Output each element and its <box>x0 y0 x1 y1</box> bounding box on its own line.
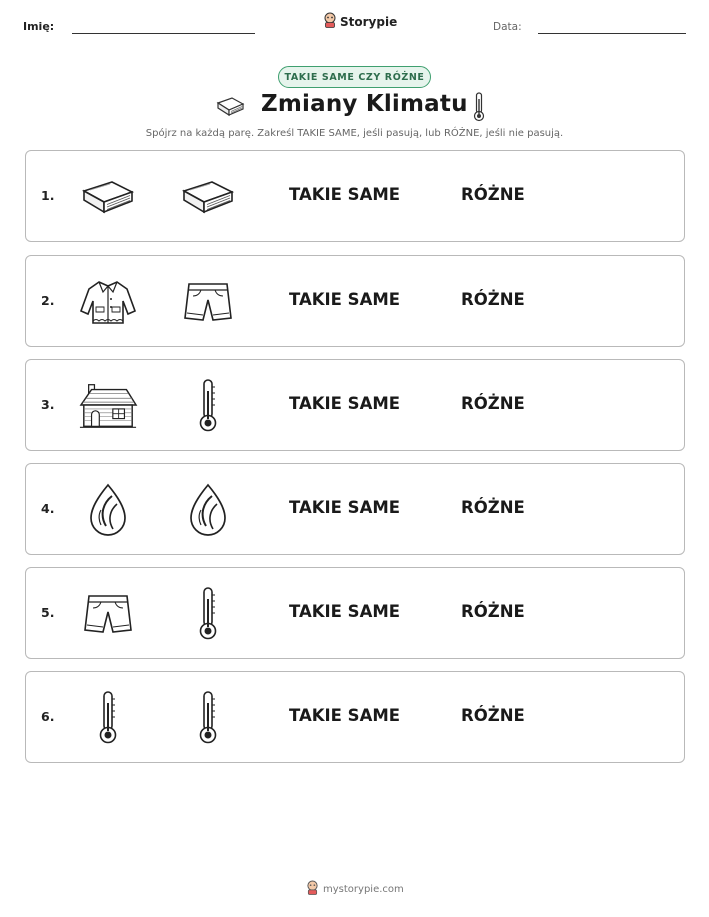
different-option[interactable]: RÓŻNE <box>461 185 525 204</box>
same-option[interactable]: TAKIE SAME <box>289 290 401 309</box>
question-number: 6. <box>41 709 55 724</box>
name-label: Imię: <box>23 20 55 33</box>
question-row <box>25 463 685 555</box>
question-number: 5. <box>41 605 55 620</box>
different-option[interactable]: RÓŻNE <box>461 290 525 309</box>
question-number: 1. <box>41 188 55 203</box>
raindrop-icon <box>178 484 238 536</box>
book-icon <box>78 171 138 223</box>
different-option[interactable]: RÓŻNE <box>461 602 525 621</box>
worksheet-title: Zmiany Klimatu <box>261 91 468 117</box>
shorts-icon <box>178 276 238 328</box>
same-option[interactable]: TAKIE SAME <box>289 394 401 413</box>
different-option[interactable]: RÓŻNE <box>461 498 525 517</box>
question-number: 4. <box>41 501 55 516</box>
question-number: 2. <box>41 293 55 308</box>
same-option[interactable]: TAKIE SAME <box>289 602 401 621</box>
different-option[interactable]: RÓŻNE <box>461 706 525 725</box>
question-row <box>25 150 685 242</box>
house-icon <box>78 380 138 432</box>
date-field-line[interactable] <box>538 33 686 34</box>
brand-name: Storypie <box>340 15 398 29</box>
footer-url: mystorypie.com <box>323 884 404 895</box>
brand-logo <box>323 12 397 32</box>
thermometer-icon <box>78 692 138 744</box>
same-option[interactable]: TAKIE SAME <box>289 706 401 725</box>
instructions-text: Spójrz na każdą parę. Zakreśl TAKIE SAME, jeśli pasują, lub RÓŻNE, jeśli nie pasują. <box>145 128 564 139</box>
storypie-mascot-icon <box>306 880 319 899</box>
question-row <box>25 567 685 659</box>
different-option[interactable]: RÓŻNE <box>461 394 525 413</box>
activity-type-badge: TAKIE SAME CZY RÓŻNE <box>278 66 431 88</box>
shorts-icon <box>78 588 138 640</box>
same-option[interactable]: TAKIE SAME <box>289 498 401 517</box>
thermometer-icon <box>178 588 238 640</box>
footer <box>306 880 404 899</box>
question-row <box>25 255 685 347</box>
storypie-mascot-icon <box>323 12 337 32</box>
question-number: 3. <box>41 397 55 412</box>
name-field-line[interactable] <box>72 33 255 34</box>
raindrop-icon <box>78 484 138 536</box>
coat-icon <box>78 276 138 328</box>
question-row <box>25 359 685 451</box>
thermometer-icon <box>178 380 238 432</box>
date-label: Data: <box>493 21 522 33</box>
same-option[interactable]: TAKIE SAME <box>289 185 401 204</box>
book-icon <box>178 171 238 223</box>
book-icon <box>215 95 245 121</box>
thermometer-icon <box>472 91 486 127</box>
question-row <box>25 671 685 763</box>
thermometer-icon <box>178 692 238 744</box>
